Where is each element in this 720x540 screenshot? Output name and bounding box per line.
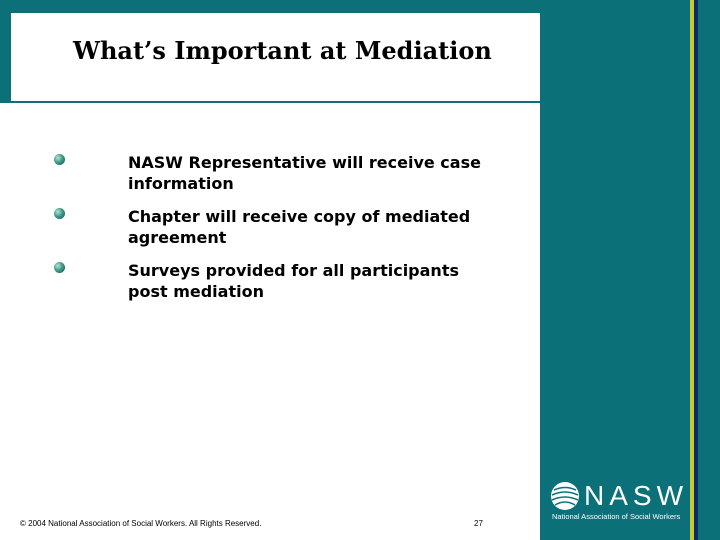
nasw-logo <box>548 480 688 524</box>
bullet-icon <box>54 154 65 165</box>
top-border <box>0 0 540 13</box>
accent-stripe-blue <box>694 0 698 540</box>
slide-title: What’s Important at Mediation <box>73 36 492 65</box>
bullet-text: Surveys provided for all participants post mediation <box>128 261 459 301</box>
logo-tagline: National Association of Social Workers <box>552 512 681 521</box>
bullet-text: Chapter will receive copy of mediated agreement <box>128 207 471 247</box>
logo-wordmark: NASW <box>584 480 688 511</box>
bullet-icon <box>54 262 65 273</box>
globe-icon <box>550 481 580 511</box>
left-border <box>0 0 11 103</box>
page-number: 27 <box>474 519 483 528</box>
bullet-icon <box>54 208 65 219</box>
title-divider <box>11 101 540 103</box>
copyright-footer: © 2004 National Association of Social Workers. All Rights Reserved. <box>20 519 262 528</box>
bullet-text: NASW Representative will receive case information <box>128 153 481 193</box>
